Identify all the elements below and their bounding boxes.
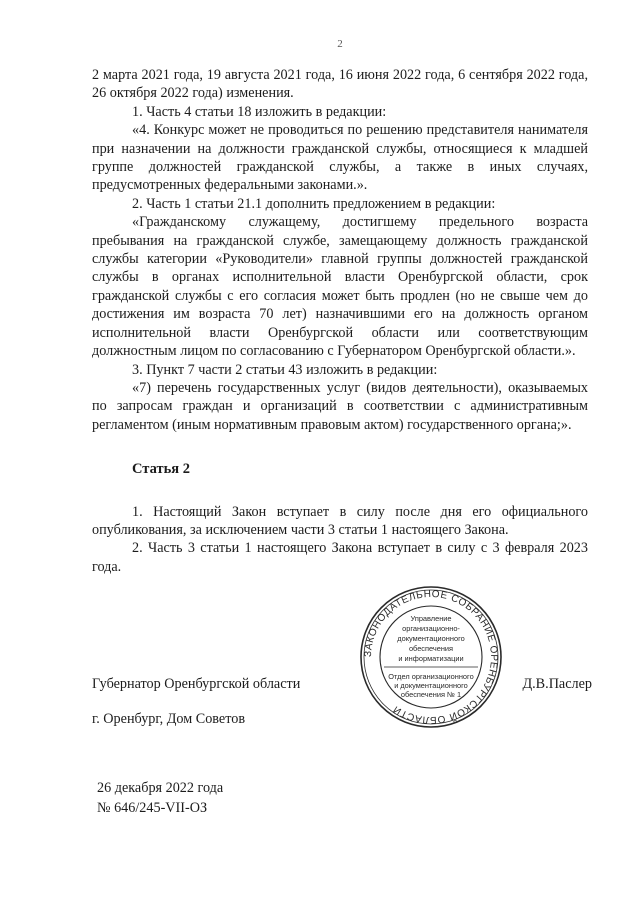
stamp-inner-line: и документационного <box>394 681 468 690</box>
paragraph-item-3: 3. Пункт 7 части 2 статьи 43 изложить в редакции: <box>132 361 438 378</box>
document-body <box>92 66 588 576</box>
stamp-inner-line: Отдел организационного <box>388 672 474 681</box>
document-date: 26 декабря 2022 года <box>97 780 224 796</box>
paragraph-quote-2: «Гражданскому служащему, достигшему предельного возраста пребывания на гражданской службе, замещающему должность гражданской службы категории «Руководители» главной группы должностей гражданской службы в органах исполнительной власти Оренбургской области, срок гражданской службы с его согласия может быть продлен (но не свыше чем до достижения им возраста 70 лет) назначившими его на должность органом исполнительной власти Оренбургской области или соответствующим должностным лицом по согласованию с Губернатором Оренбургской области.». <box>92 214 588 360</box>
stamp-inner-line: обеспечения № 1 <box>400 690 462 699</box>
paragraph-item-1: 1. Часть 4 статьи 18 изложить в редакции: <box>132 103 387 120</box>
stamp-ring-text: ЗАКОНОДАТЕЛЬНОЕ СОБРАНИЕ ОРЕНБУРГСКОЙ ОБЛАСТИ <box>362 588 500 726</box>
paragraph-quote-1: «4. Конкурс может не проводиться по решению представителя нанимателя при назначении на должности гражданской службы, относящиеся к младшей группе должностей гражданской службы, а также в иных случаях, предусмотренных федеральными законами.». <box>92 122 588 194</box>
page-number: 2 <box>337 38 343 50</box>
signatory-name: Д.В.Паслер <box>522 676 592 692</box>
paragraph-quote-3: «7) перечень государственных услуг (видов деятельности), оказываемых по запросам граждан и организаций в соответствии с административным регламентом (иным нормативным правовым актом) государственного органа;». <box>92 379 588 433</box>
stamp-inner-line: Управление <box>410 614 452 623</box>
document-number: № 646/245-VII-ОЗ <box>97 800 208 816</box>
official-stamp <box>358 584 504 730</box>
article-2-heading: Статья 2 <box>132 461 190 478</box>
article-2-item-2: 2. Часть 3 статьи 1 настоящего Закона вступает в силу с 3 февраля 2023 года. <box>92 540 588 575</box>
paragraph-continuation: 2 марта 2021 года, 19 августа 2021 года, 16 июня 2022 года, 6 сентября 2022 года, 26 октября 2022 года) изменения. <box>92 67 588 102</box>
stamp-inner-line: организационно- <box>402 624 460 633</box>
signing-place: г. Оренбург, Дом Советов <box>92 711 246 727</box>
article-2-item-1: 1. Настоящий Закон вступает в силу после дня его официального опубликования, за исключением части 3 статьи 1 настоящего Закона. <box>92 503 588 538</box>
stamp-inner-line: обеспечения <box>408 644 454 653</box>
signatory-position: Губернатор Оренбургской области <box>92 676 301 692</box>
stamp-inner-line: документационного <box>397 634 465 643</box>
paragraph-item-2: 2. Часть 1 статьи 21.1 дополнить предложением в редакции: <box>132 195 496 212</box>
stamp-inner-line: и информатизации <box>398 654 464 663</box>
